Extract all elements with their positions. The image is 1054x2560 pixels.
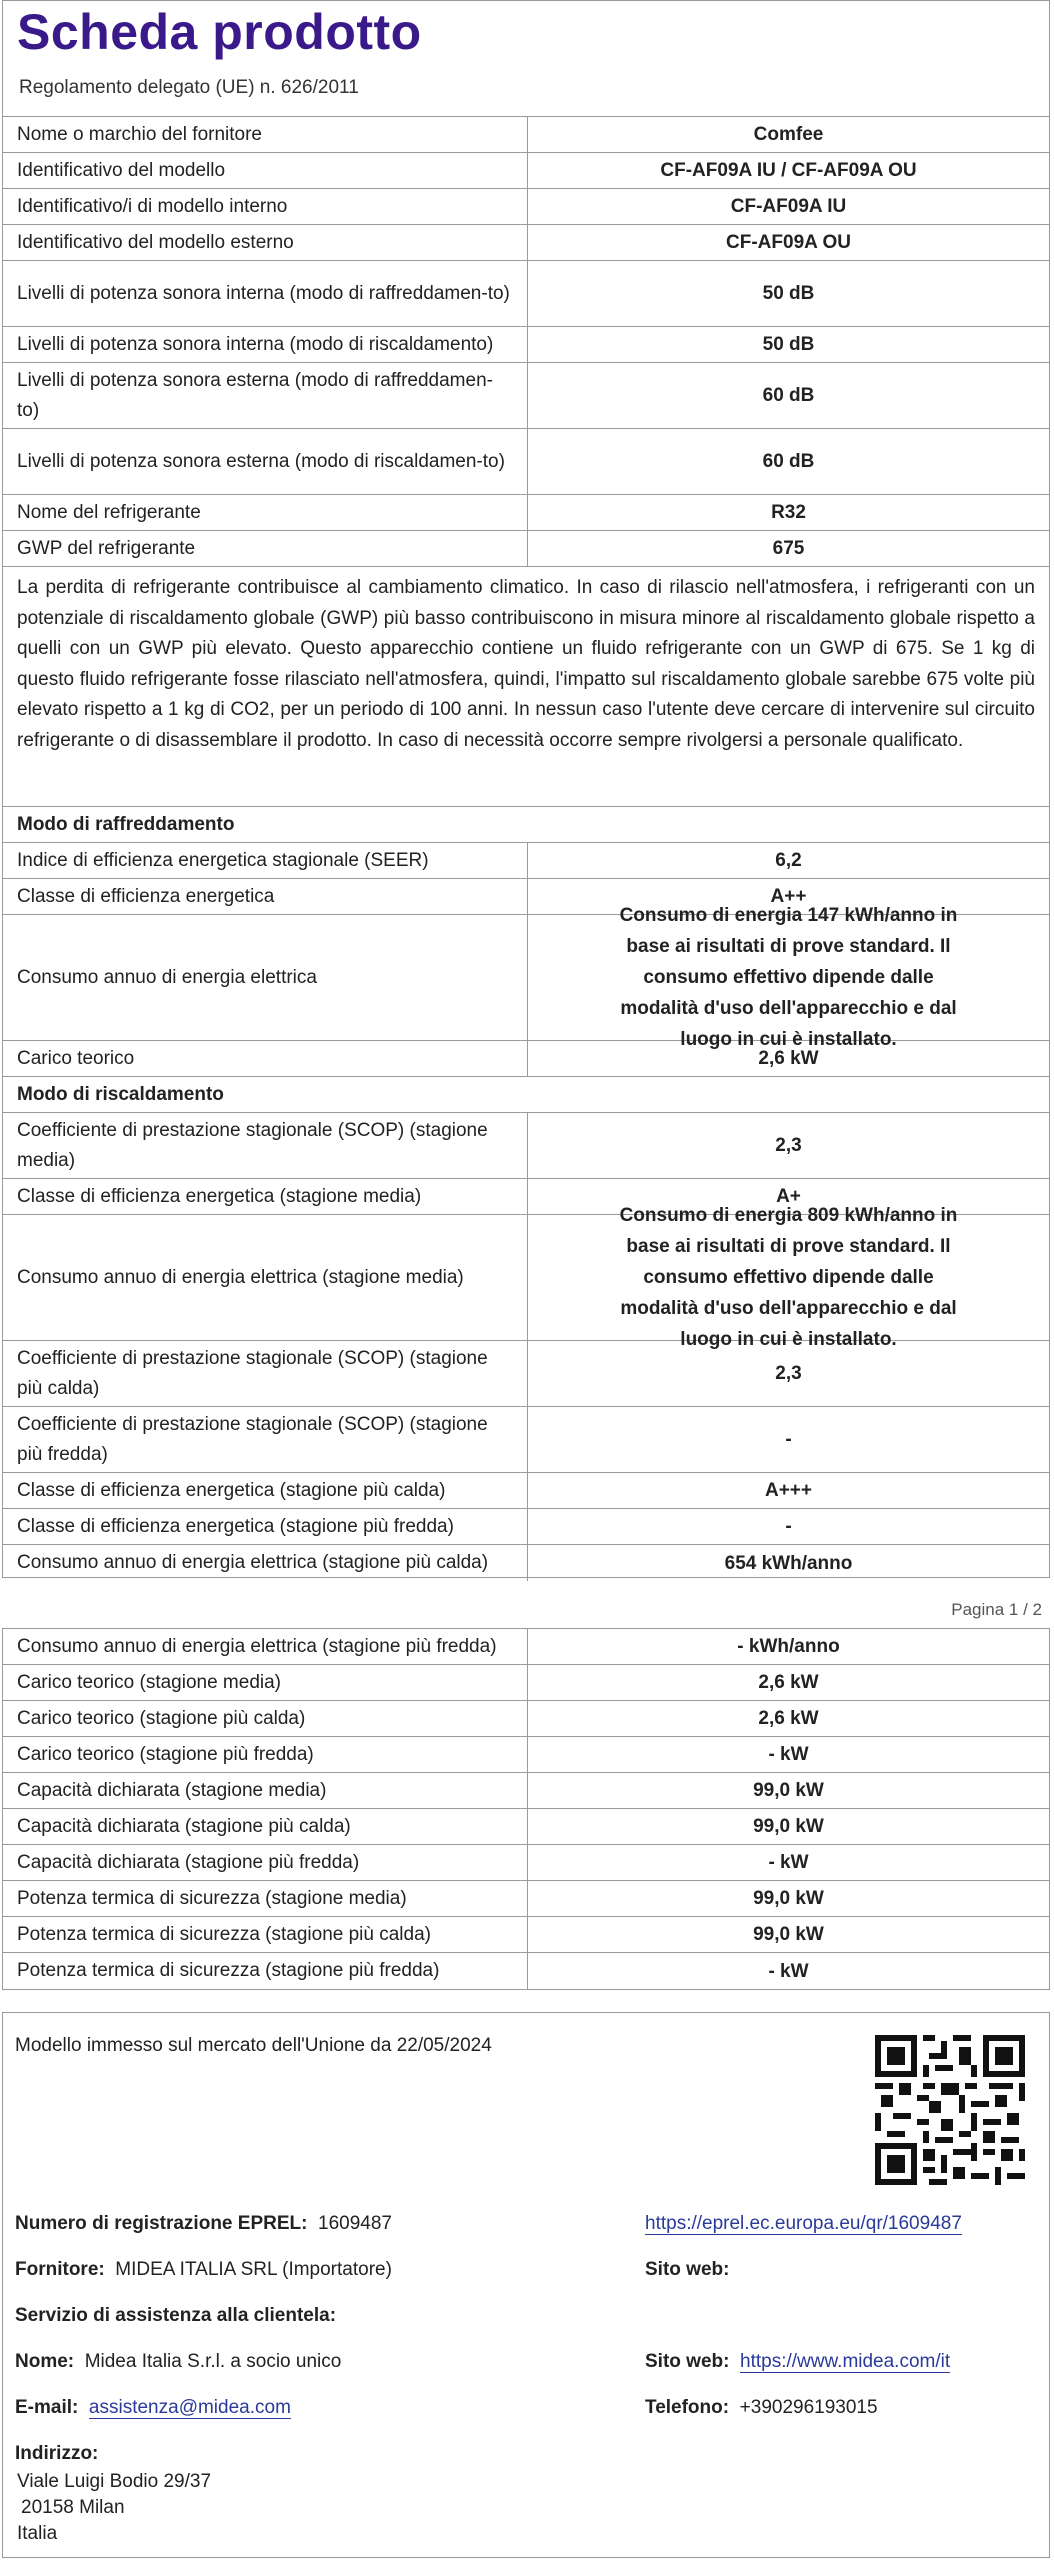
- supplier-website-label: Sito web:: [645, 2259, 730, 2280]
- row-label: Potenza termica di sicurezza (stagione più calda): [3, 1917, 528, 1952]
- eprel-label: Numero di registrazione EPREL:: [15, 2213, 308, 2234]
- row-label: Capacità dichiarata (stagione più fredda): [3, 1845, 528, 1880]
- table-row: [3, 1041, 1049, 1077]
- table-row: [3, 905, 1049, 1050]
- row-label: Consumo annuo di energia elettrica (stagione più calda): [3, 1545, 528, 1581]
- row-label: Indice di efficienza energetica stagionale (SEER): [3, 843, 528, 878]
- regulation-reference: Regolamento delegato (UE) n. 626/2011: [19, 77, 359, 98]
- name-value: Midea Italia S.r.l. a socio unico: [84, 2351, 342, 2372]
- table-row: [3, 363, 1049, 429]
- row-label: GWP del refrigerante: [3, 531, 528, 566]
- website-label: Sito web:: [645, 2351, 730, 2372]
- service-website: [645, 2351, 950, 2373]
- row-label: Carico teorico: [3, 1041, 528, 1076]
- service-email: [15, 2397, 291, 2419]
- row-label: Livelli di potenza sonora interna (modo di raffreddamen-to): [3, 261, 528, 326]
- row-value: 2,6 kW: [758, 1708, 819, 1729]
- service-phone: [645, 2397, 878, 2419]
- email-link[interactable]: assistenza@midea.com: [88, 2397, 291, 2418]
- address-line-2: 20158 Milan: [21, 2497, 125, 2518]
- address-line-1: Viale Luigi Bodio 29/37: [17, 2471, 212, 2492]
- row-value: 2,3: [775, 1135, 802, 1156]
- service-name: [15, 2351, 341, 2373]
- row-label: Capacità dichiarata (stagione media): [3, 1773, 528, 1808]
- eprel-value: 1609487: [318, 2213, 392, 2234]
- row-value: 2,3: [775, 1363, 802, 1384]
- row-label: Classe di efficienza energetica (stagione media): [3, 1179, 528, 1214]
- table-row: [3, 429, 1049, 495]
- email-label: E-mail:: [15, 2397, 79, 2418]
- phone-value: +390296193015: [739, 2397, 878, 2418]
- row-value: 654 kWh/anno: [724, 1552, 853, 1574]
- table-row: [3, 1341, 1049, 1407]
- table-row: [3, 1509, 1049, 1545]
- table-row: [3, 1629, 1049, 1665]
- product-sheet-page-1: [2, 0, 1050, 1578]
- name-label: Nome:: [15, 2351, 75, 2372]
- table-row: [3, 153, 1049, 189]
- supplier-info-box: [2, 2012, 1050, 2558]
- row-label: Livelli di potenza sonora esterna (modo di raffreddamen-to): [3, 363, 528, 428]
- row-value: 50 dB: [762, 334, 815, 355]
- row-label: Coefficiente di prestazione stagionale (SCOP) (stagione più calda): [3, 1341, 528, 1406]
- supplier: [15, 2259, 392, 2281]
- table-row: [3, 1881, 1049, 1917]
- row-value: -: [785, 1516, 792, 1537]
- table-row: [3, 1809, 1049, 1845]
- row-value: -: [785, 1429, 792, 1450]
- table-row: [3, 1113, 1049, 1179]
- market-date: Modello immesso sul mercato dell'Unione da 22/05/2024: [15, 2035, 492, 2056]
- row-label: Carico teorico (stagione più fredda): [3, 1737, 528, 1772]
- section-header-heating: [3, 1077, 1049, 1113]
- qr-code-icon[interactable]: [875, 2035, 1025, 2185]
- row-value: A+++: [764, 1480, 812, 1501]
- table-row: [3, 1737, 1049, 1773]
- product-sheet-page-2-table: [2, 1628, 1050, 1990]
- row-label: Carico teorico (stagione media): [3, 1665, 528, 1700]
- capacity-table: [3, 1629, 1049, 1989]
- row-label: Carico teorico (stagione più calda): [3, 1701, 528, 1736]
- row-value: 99,0 kW: [753, 1780, 824, 1801]
- row-value: CF-AF09A OU: [726, 232, 851, 253]
- row-label: Classe di efficienza energetica (stagione più fredda): [3, 1509, 528, 1544]
- row-label: Capacità dichiarata (stagione più calda): [3, 1809, 528, 1844]
- address-line-3: Italia: [17, 2523, 58, 2544]
- row-value: 60 dB: [762, 451, 815, 472]
- row-label: Livelli di potenza sonora interna (modo di riscaldamento): [3, 327, 528, 362]
- row-value: Consumo di energia 147 kWh/anno in base ai risultati di prove standard. Il consumo effettivo dipende dalle modalità d'uso dell'apparecchio e dal luogo in cui è installato.: [619, 905, 958, 1050]
- row-value: CF-AF09A IU: [730, 196, 847, 217]
- table-row: [3, 117, 1049, 153]
- row-label: Classe di efficienza energetica: [3, 879, 528, 914]
- table-row: [3, 189, 1049, 225]
- table-row: [3, 225, 1049, 261]
- table-row: [3, 1407, 1049, 1473]
- table-row: [3, 1473, 1049, 1509]
- row-label: Nome del refrigerante: [3, 495, 528, 530]
- table-row: [3, 1205, 1049, 1350]
- row-label: Identificativo del modello esterno: [3, 225, 528, 260]
- row-value: 99,0 kW: [753, 1924, 824, 1945]
- phone-label: Telefono:: [645, 2397, 730, 2418]
- eprel-registration: [15, 2213, 392, 2235]
- supplier-value: MIDEA ITALIA SRL (Importatore): [115, 2259, 392, 2280]
- row-value: 2,6 kW: [758, 1672, 819, 1693]
- website-link[interactable]: https://www.midea.com/it: [740, 2351, 951, 2372]
- table-row: [3, 261, 1049, 327]
- row-label: Identificativo/i di modello interno: [3, 189, 528, 224]
- customer-service-title: Servizio di assistenza alla clientela:: [15, 2305, 337, 2326]
- row-value: 675: [772, 538, 805, 559]
- section-title: Modo di riscaldamento: [17, 1083, 224, 1105]
- row-label: Potenza termica di sicurezza (stagione media): [3, 1881, 528, 1916]
- row-value: 50 dB: [762, 283, 815, 304]
- row-label: Consumo annuo di energia elettrica (stagione più fredda): [3, 1629, 528, 1664]
- page-title: Scheda prodotto: [17, 4, 422, 60]
- row-value: R32: [771, 502, 806, 523]
- supplier-label: Fornitore:: [15, 2259, 105, 2280]
- row-value: 99,0 kW: [753, 1816, 824, 1837]
- row-label: Nome o marchio del fornitore: [3, 117, 528, 152]
- row-label: Consumo annuo di energia elettrica: [3, 915, 528, 1040]
- row-value: CF-AF09A IU / CF-AF09A OU: [660, 160, 917, 181]
- table-row: [3, 843, 1049, 879]
- table-row: [3, 1953, 1049, 1989]
- address-label: Indirizzo:: [15, 2443, 99, 2464]
- row-label: Potenza termica di sicurezza (stagione più fredda): [3, 1953, 528, 1989]
- table-row: [3, 1773, 1049, 1809]
- row-label: Livelli di potenza sonora esterna (modo di riscaldamen-to): [3, 429, 528, 494]
- row-label: Identificativo del modello: [3, 153, 528, 188]
- refrigerant-note: La perdita di refrigerante contribuisce al cambiamento climatico. In caso di rilascio nell'atmosfera, i refrigeranti con un potenziale di riscaldamento globale (GWP) più basso contribuiscono in misura minore al riscaldamento globale rispetto a quelli con un GWP più elevato. Questo apparecchio contiene un fluido refrigerante con un GWP di 675. Se 1 kg di questo fluido refrigerante fosse rilasciato nell'atmosfera, quindi, l'impatto sul riscaldamento globale sarebbe 675 volte più elevato rispetto a 1 kg di CO2, per un periodo di 100 anni. In nessun caso l'utente deve cercare di intervenire sul circuito refrigerante o di disassemblare il prodotto. In caso di necessità occorre sempre rivolgersi a personale qualificato.: [17, 577, 1035, 751]
- page-number: Pagina 1 / 2: [951, 1600, 1042, 1619]
- eprel-link-container: [645, 2213, 962, 2235]
- row-value: - kW: [768, 1744, 809, 1765]
- table-row: [3, 495, 1049, 531]
- row-value: Comfee: [753, 124, 824, 145]
- table-row: [3, 1545, 1049, 1581]
- row-value: - kW: [768, 1960, 809, 1982]
- table-row: [3, 531, 1049, 567]
- refrigerant-note-row: [3, 567, 1049, 807]
- eprel-link[interactable]: https://eprel.ec.europa.eu/qr/1609487: [645, 2213, 962, 2234]
- row-value: A+: [776, 1186, 801, 1207]
- table-row: [3, 1665, 1049, 1701]
- row-value: 99,0 kW: [753, 1888, 824, 1909]
- table-row: [3, 1845, 1049, 1881]
- row-label: Coefficiente di prestazione stagionale (SCOP) (stagione media): [3, 1113, 528, 1178]
- row-value: 60 dB: [762, 385, 815, 406]
- row-value: - kWh/anno: [737, 1636, 840, 1657]
- table-row: [3, 1701, 1049, 1737]
- row-label: Coefficiente di prestazione stagionale (SCOP) (stagione più fredda): [3, 1407, 528, 1472]
- row-value: 6,2: [775, 850, 802, 871]
- section-header-cooling: [3, 807, 1049, 843]
- row-value: - kW: [768, 1852, 809, 1873]
- row-label: Classe di efficienza energetica (stagione più calda): [3, 1473, 528, 1508]
- table-row: [3, 1917, 1049, 1953]
- table-row: [3, 327, 1049, 363]
- section-title: Modo di raffreddamento: [17, 813, 235, 835]
- row-value: Consumo di energia 809 kWh/anno in base ai risultati di prove standard. Il consumo effettivo dipende dalle modalità d'uso dell'apparecchio e dal luogo in cui è installato.: [619, 1205, 958, 1350]
- product-info-table: [3, 116, 1049, 1581]
- row-value: 2,6 kW: [758, 1048, 819, 1069]
- row-value: A++: [770, 886, 807, 907]
- row-label: Consumo annuo di energia elettrica (stagione media): [3, 1215, 528, 1340]
